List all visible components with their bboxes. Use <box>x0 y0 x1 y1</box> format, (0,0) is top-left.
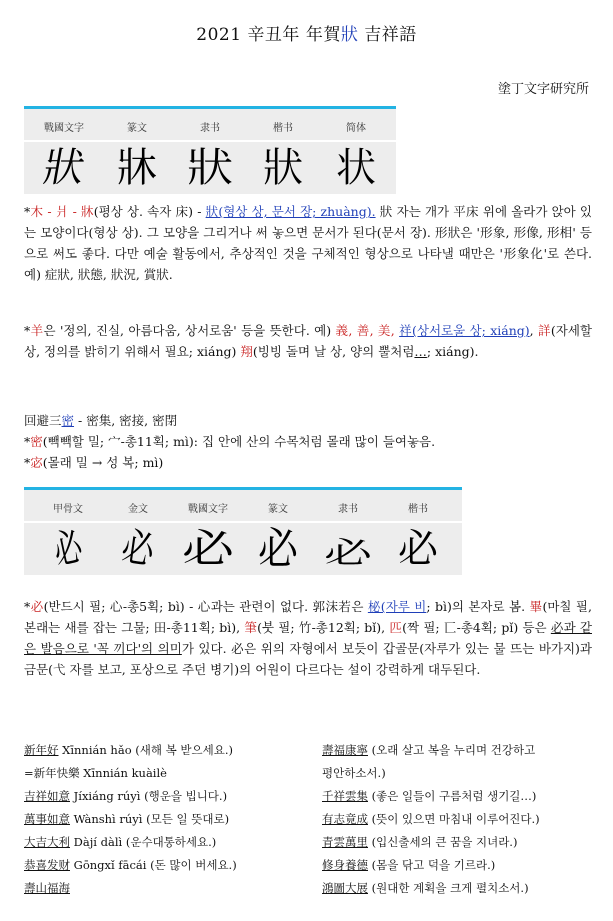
strip-label: 甲骨文 <box>53 504 83 515</box>
greeting-item: 修身養德 (몸을 닦고 덕을 기르라.) <box>322 858 496 872</box>
strip-label: 简体 <box>346 123 366 134</box>
strip-glyph: 狀 <box>263 145 303 191</box>
greeting-item: 吉祥如意 Jíxiáng rúyì (행운을 빕니다.) <box>24 789 228 803</box>
strip-label: 隶书 <box>200 123 220 134</box>
character-evolution-strip-bi <box>24 487 462 575</box>
greeting-item: 有志竟成 (뜻이 있으면 마침내 이루어진다.) <box>322 812 540 826</box>
page-title: 2021 辛丑年 年賀狀 吉祥語 <box>196 25 417 45</box>
greeting-item: 恭喜发财 Gōngxǐ fācái (돈 많이 버세요.) <box>24 858 237 872</box>
greeting-item: =新年快樂 Xīnnián kuàilè <box>24 766 167 780</box>
strip-label: 隶书 <box>338 504 358 515</box>
strip-glyph: 狀 <box>187 145 233 191</box>
greeting-item: 大吉大利 Dàjí dàlì (운수대통하세요.) <box>24 835 217 849</box>
strip-glyph: 必 <box>258 523 298 575</box>
strip-label: 戰國文字 <box>188 504 228 515</box>
greeting-item: 萬事如意 Wànshì rúyì (모든 일 뜻대로) <box>24 812 230 826</box>
strip-glyph: 必 <box>182 526 234 572</box>
strip-glyph: 必 <box>398 526 438 572</box>
greeting-item: 壽福康寧 (오래 살고 복을 누리며 건강하고 <box>322 743 536 757</box>
strip-glyph: 狀 <box>39 145 89 191</box>
greeting-item: 千祥雲集 (좋은 일들이 구름처럼 생기길…) <box>322 789 537 803</box>
strip-label: 楷书 <box>273 123 293 134</box>
paragraph-mi: 回避三密 - 密集, 密接, 密閉 *密(빽빽할 밀; 宀-총11획; mì): 집 안에 산의 수목처럼 몰래 많이 들여놓음. *宓(몰래 밀 → 성 복; mì) <box>24 413 436 470</box>
greeting-item: 新年好 Xīnnián hǎo (새해 복 받으세요.) <box>24 743 233 757</box>
strip-label: 篆文 <box>127 123 147 134</box>
author-name: 塗丁文字研究所 <box>497 82 589 97</box>
character-evolution-strip-zhuang <box>24 106 396 194</box>
greeting-item: 壽山福海 <box>24 881 70 895</box>
strip-glyph: 牀 <box>117 145 157 191</box>
strip-glyph: 必 <box>49 523 87 575</box>
greeting-item: 青雲萬里 (입신출세의 큰 꿈을 지녀라.) <box>322 835 518 849</box>
greeting-item: 평안하소서.) <box>322 766 386 780</box>
strip-glyph: 状 <box>336 145 376 191</box>
paragraph-zhuang: *木 - 爿 - 牀(평상 상. 속자 床) - 狀(형상 상, 문서 장; zhuàng). 狀 자는 개가 平床 위에 올라가 앉아 있는 모양이다(형상 상). 그 모양을 그리거나 써 놓으면 문서가 된다(문서 장). 形狀은 '形象, 形像, 形相' 등으로 써도 좋다. 다만 예술 활동에서, 추상적인 것을 구체적인 형상으로 나타낼 때만은 '形象化'로 쓴다. 예) 症狀, 狀態, 狀況, 賞狀. <box>24 204 592 282</box>
strip-glyph: 必 <box>324 535 372 571</box>
strip-label: 篆文 <box>268 504 288 515</box>
paragraph-yang: *羊은 '정의, 진실, 아름다움, 상서로움' 등을 뜻한다. 예) 義, 善, 美, 祥(상서로울 상; xiáng), 詳(자세할 상, 정의를 밝히기 위해서 필요; xiáng) 翔(빙빙 돌며 날 상, 양의 뿔처럼…; xiáng). <box>24 323 592 359</box>
strip-label: 金文 <box>128 504 148 515</box>
strip-label: 戰國文字 <box>44 123 84 134</box>
strip-label: 楷书 <box>408 504 428 515</box>
strip-glyph: 必 <box>118 523 158 575</box>
paragraph-bi: *必(반드시 필; 心-총5획; bì) - 心과는 관련이 없다. 郭沫若은 柲(자루 비; bì)의 본자로 봄. 畢(마칠 필, 본래는 새를 잡는 그물; 田-총11획; bì), 筆(붓 필; 竹-총12획; bǐ), 匹(짝 필; 匸-총4획; pǐ) 등은 必과 같은 발음으로 '꼭 끼다'의 의미가 있다. 必은 위의 자형에서 보듯이 갑골문(자루가 있는 물 뜨는 바가지)과 금문(弋 자를 보고, 포상으로 주던 병기)의 어원이 다르다는 설이 강력하게 대두된다. <box>24 599 593 677</box>
greeting-item: 鴻圖大展 (원대한 계획을 크게 펼치소서.) <box>322 881 529 895</box>
